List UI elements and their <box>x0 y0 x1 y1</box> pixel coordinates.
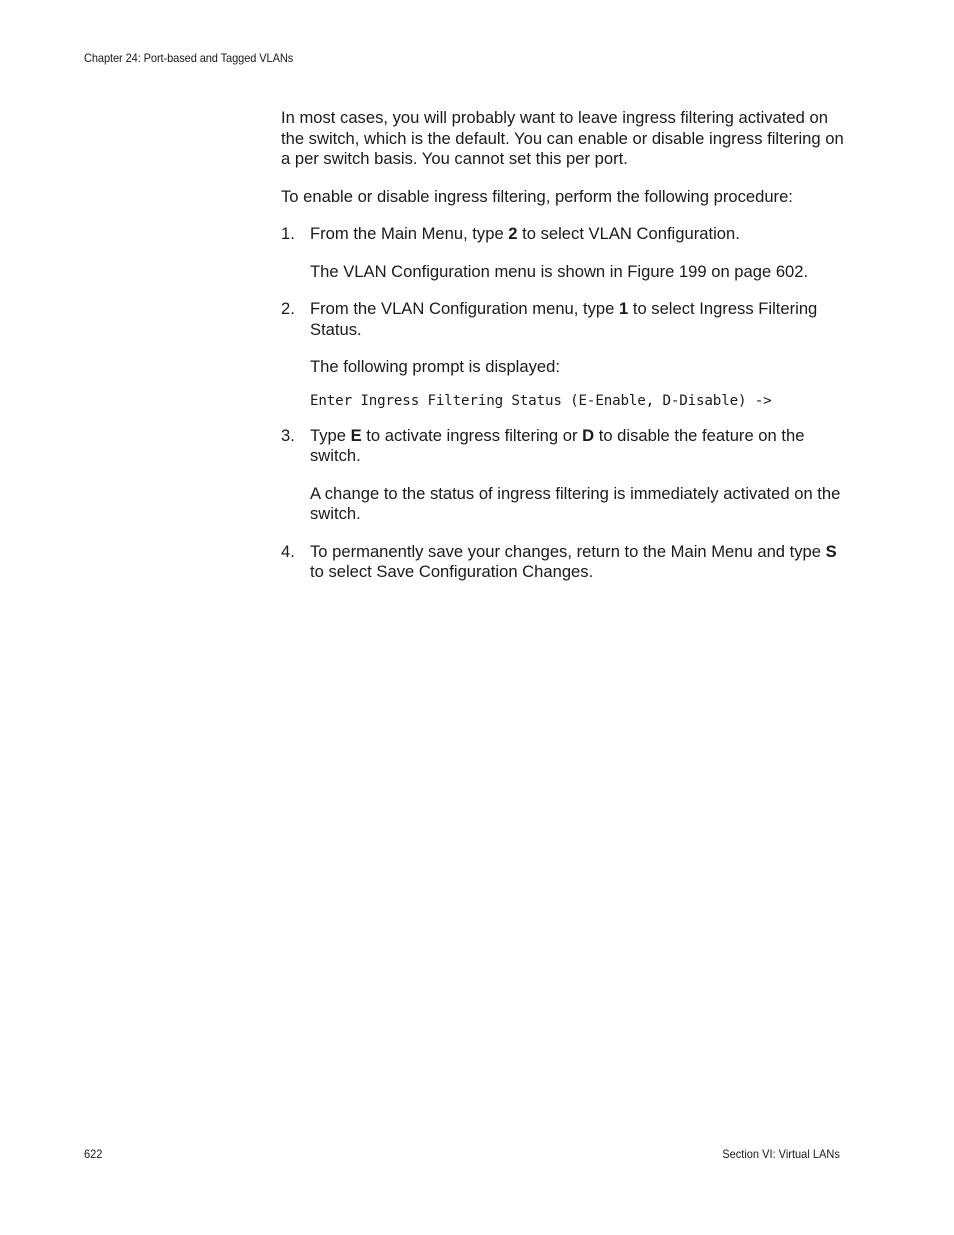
step-2-note: The following prompt is displayed: <box>310 357 560 376</box>
step-text: From the Main Menu, type <box>310 224 509 243</box>
page-number: 622 <box>84 1147 103 1161</box>
step-1-note: The VLAN Configuration menu is shown in Figure 199 on page 602. <box>310 261 809 281</box>
step-key: E <box>350 425 362 445</box>
step-text: Type <box>310 425 351 445</box>
step-text: To permanently save your changes, return to the Main Menu and type <box>310 541 826 561</box>
step-text: to select Ingress Filtering Status. <box>310 299 818 339</box>
footer-section: Section VI: Virtual LANs <box>722 1147 840 1161</box>
step-number: 3. <box>281 425 295 445</box>
step-key: S <box>825 541 837 561</box>
step-text: to select Save Configuration Changes. <box>310 562 594 581</box>
step-key: D <box>582 425 595 445</box>
step-text: to disable the feature on the switch. <box>310 425 805 465</box>
step-text: to select VLAN Configuration. <box>517 224 740 243</box>
step-1 <box>281 224 846 245</box>
step-number: 1. <box>281 224 295 243</box>
step-4 <box>281 542 846 583</box>
page-content <box>281 108 846 600</box>
intro-paragraph: In most cases, you will probably want to leave ingress filtering activated on the switch, which is the default. You can enable or disable ingress filtering on a per switch basis. You cannot set this per port. <box>281 108 844 168</box>
step-number: 2. <box>281 299 295 318</box>
console-prompt: Enter Ingress Filtering Status (E-Enable, D-Disable) -> <box>310 392 772 409</box>
step-2 <box>281 299 846 340</box>
procedure-intro: To enable or disable ingress filtering, perform the following procedure: <box>281 186 793 206</box>
step-text: to activate ingress filtering or <box>361 425 583 445</box>
step-text: From the VLAN Configuration menu, type <box>310 299 619 318</box>
step-key: 2 <box>508 224 518 243</box>
step-number: 4. <box>281 541 295 561</box>
step-key: 1 <box>618 299 629 318</box>
running-header: Chapter 24: Port-based and Tagged VLANs <box>84 51 294 65</box>
step-3 <box>281 426 846 467</box>
step-3-note: A change to the status of ingress filtering is immediately activated on the switch. <box>310 483 841 523</box>
